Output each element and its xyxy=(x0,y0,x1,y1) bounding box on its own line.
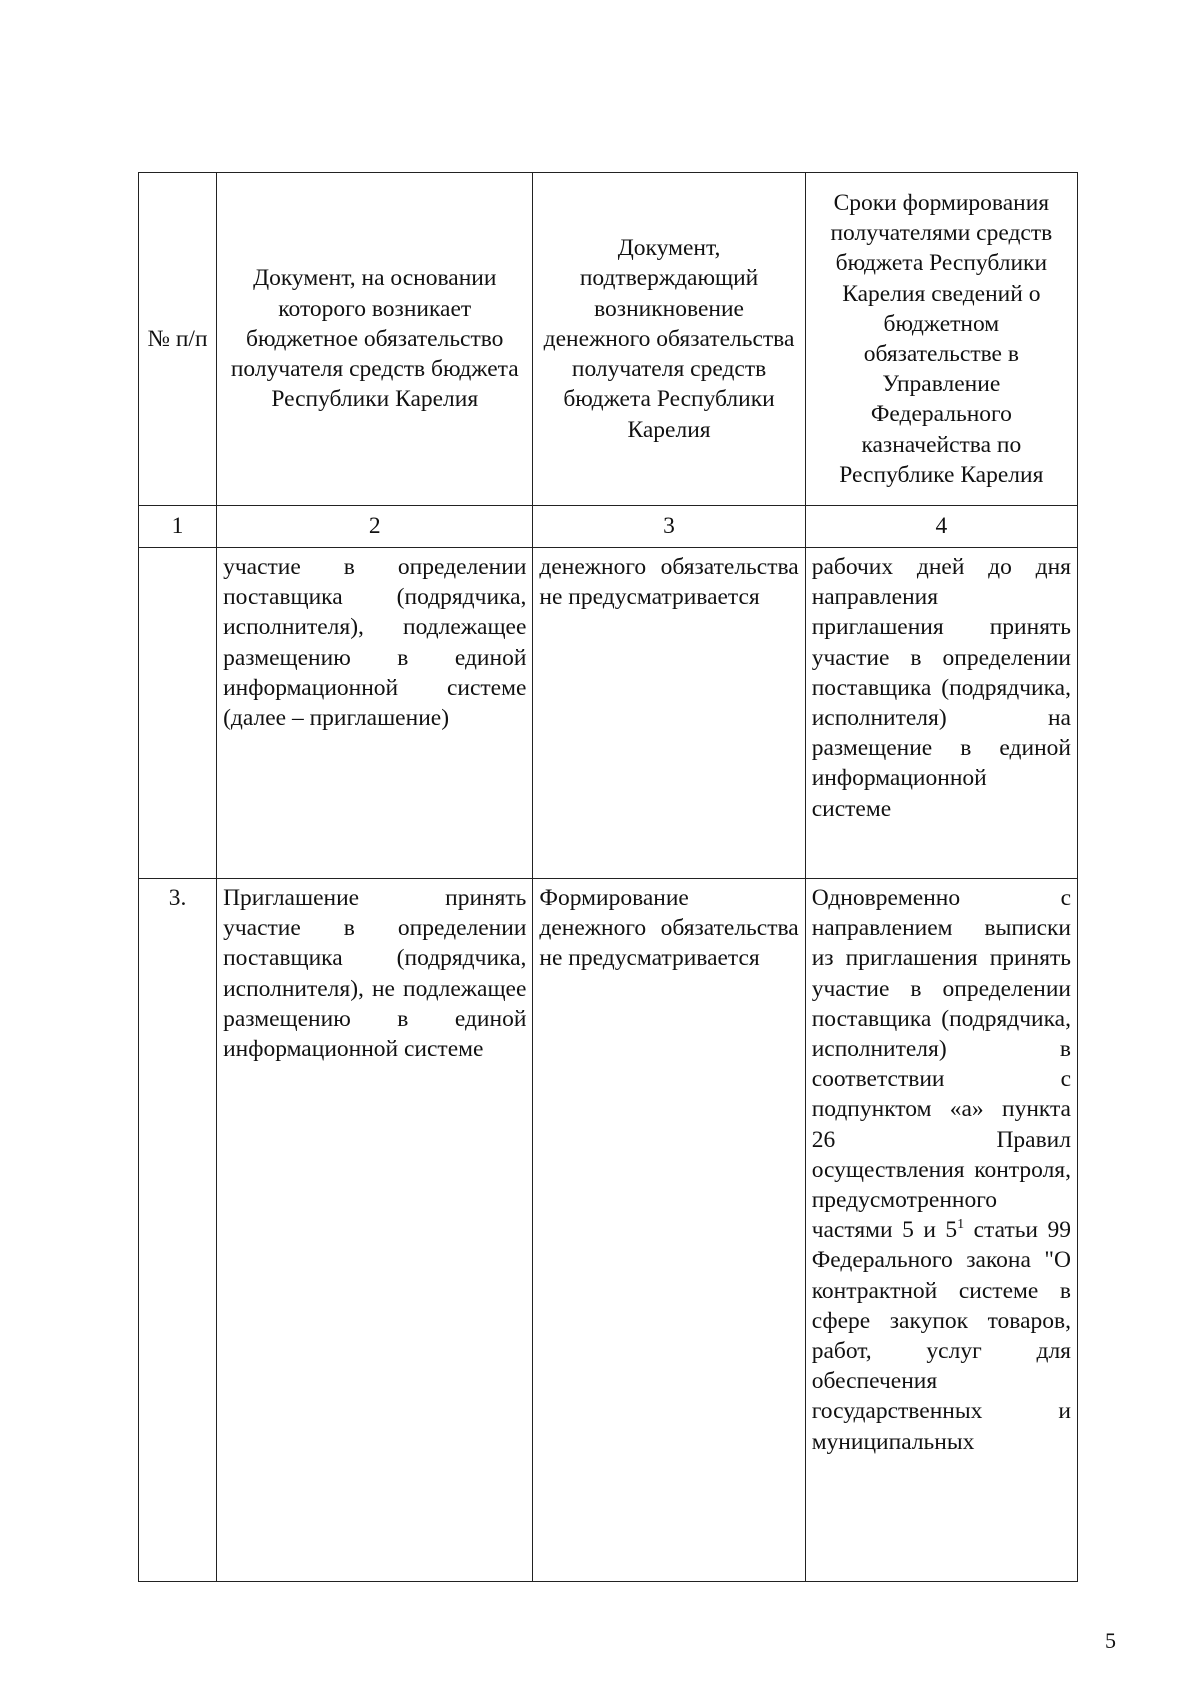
header-submission-terms-text: Сроки формирования получателями средств бюджета Республики Карелия сведений о бюджетном обязательстве в Управление Федерального казначейства по Республике Карелия xyxy=(830,189,1053,488)
submission-terms-cell xyxy=(805,548,1077,879)
row-number: 3. xyxy=(168,885,187,911)
header-submission-terms xyxy=(805,173,1077,506)
superscript-index: 1 xyxy=(957,1217,965,1233)
column-index-row xyxy=(139,506,1078,548)
confirming-document-text: Формирование денежного обязательства не предусматривается xyxy=(539,885,799,972)
column-index-2: 2 xyxy=(217,506,533,548)
submission-terms-part-2: статьи 99 Федерального закона "О контрактной системе в сфере закупок товаров, работ, услуг для обеспечения государственных и муниципальных xyxy=(811,1217,1071,1455)
budget-obligations-table xyxy=(138,172,1078,1582)
header-number-text: № п/п xyxy=(147,325,208,352)
submission-terms-text xyxy=(812,883,1071,1457)
submission-terms-cell xyxy=(805,879,1077,1582)
basis-document-cell xyxy=(217,879,533,1582)
basis-document-cell xyxy=(217,548,533,879)
row-number-cell xyxy=(139,879,217,1582)
page-number: 5 xyxy=(1105,1628,1116,1653)
header-confirming-document-text: Документ, подтверждающий возникновение денежного обязательства получателя средств бюджета Республики Карелия xyxy=(543,235,795,443)
header-basis-document-text: Документ, на основании которого возникает бюджетное обязательство получателя средств бюджета Республики Карелия xyxy=(230,265,519,413)
column-index-4: 4 xyxy=(805,506,1077,548)
submission-terms-text: рабочих дней до дня направления приглашения принять участие в определении поставщика (подрядчика, исполнителя) на размещение в единой информационной системе xyxy=(811,554,1071,822)
table-row xyxy=(139,879,1078,1582)
column-index-1: 1 xyxy=(139,506,217,548)
confirming-document-cell xyxy=(533,879,805,1582)
header-confirming-document xyxy=(533,173,805,506)
table-header-row xyxy=(139,173,1078,506)
basis-document-text: участие в определении поставщика (подрядчика, исполнителя), подлежащее размещению в единой информационной системе (далее – приглашение) xyxy=(223,554,527,732)
basis-document-text: Приглашение принять участие в определении поставщика (подрядчика, исполнителя), не подлежащее размещению в единой информационной системе xyxy=(223,885,527,1063)
table-row xyxy=(139,548,1078,879)
header-number xyxy=(139,173,217,506)
confirming-document-cell xyxy=(533,548,805,879)
header-basis-document xyxy=(217,173,533,506)
column-index-3: 3 xyxy=(533,506,805,548)
row-number-cell xyxy=(139,548,217,879)
submission-terms-part-1: Одновременно с направлением выписки из приглашения принять участие в определении поставщика (подрядчика, исполнителя) в соответствии с подпунктом «а» пункта 26 Правил осуществления контроля, предусмотренного частями 5 и 5 xyxy=(811,885,1071,1244)
confirming-document-text: денежного обязательства не предусматривается xyxy=(539,554,799,611)
